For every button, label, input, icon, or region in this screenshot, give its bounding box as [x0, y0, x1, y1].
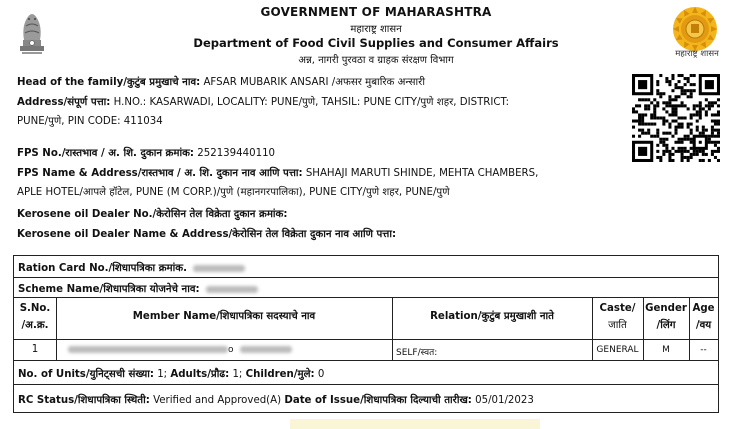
table-divider — [14, 360, 718, 361]
member-name-fragment: o — [228, 345, 234, 355]
column-header-caste-line2: जाति — [608, 320, 627, 331]
government-title: GOVERNMENT OF MAHARASHTRA — [260, 5, 492, 19]
table-row-gender: M — [662, 345, 670, 355]
head-of-family-line — [17, 75, 425, 90]
column-divider — [56, 297, 57, 360]
seal-caption: महाराष्ट्र शासन — [675, 49, 719, 59]
ration-card-table — [13, 255, 719, 413]
redacted-value — [206, 286, 258, 293]
fps-name-line-1 — [17, 166, 538, 181]
column-header-gender-line1: Gender — [645, 303, 687, 314]
column-header-relation: Relation/कुटुंब प्रमुखाशी नाते — [430, 311, 554, 322]
fps-name-label: FPS Name & Address/रास्तभाव / अ. शि. दुकान नाव आणि पत्ता: — [17, 168, 303, 179]
maharashtra-seal-icon — [670, 4, 720, 54]
fps-name-line-2 — [17, 185, 450, 200]
column-header-age-line1: Age — [692, 303, 715, 314]
column-header-sno-line2: /अ.क्र. — [21, 320, 49, 331]
redacted-value — [240, 346, 292, 353]
ration-card-number-field — [18, 260, 245, 274]
redacted-value — [193, 265, 245, 272]
department-title: Department of Food Civil Supplies and Consumer Affairs — [193, 36, 559, 50]
table-divider — [14, 277, 718, 278]
column-header-sno-line1: S.No. — [19, 303, 51, 314]
column-header-caste-line1: Caste/ — [599, 303, 636, 314]
table-row-sno: 1 — [31, 344, 39, 355]
address-value-2: PUNE/पुणे, PIN CODE: 411034 — [17, 116, 163, 127]
bottom-shadow-strip — [290, 419, 540, 429]
head-of-family-value: AFSAR MUBARIK ANSARI /अफसर मुबारिक अन्सारी — [203, 77, 425, 88]
column-header-sno — [14, 303, 56, 331]
table-row-relation: SELF/स्वत: — [396, 348, 438, 358]
fps-name-value-1: SHAHAJI MARUTI SHINDE, MEHTA CHAMBERS, — [305, 168, 539, 179]
kerosene-dealer-number-line — [17, 207, 287, 222]
department-title-marathi: अन्न, नागरी पुरवठा व ग्राहक संरक्षण विभाग — [298, 55, 454, 66]
column-header-gender — [643, 303, 689, 331]
table-divider — [14, 297, 718, 298]
kerosene-dealer-number-label: Kerosene oil Dealer No./केरोसिन तेल विक्रेता दुकान क्रमांक: — [17, 209, 288, 220]
column-header-age — [689, 303, 718, 331]
head-of-family-label: Head of the family/कुटुंब प्रमुखाचे नाव: — [17, 77, 201, 88]
table-row-member-name — [62, 344, 292, 355]
table-divider — [14, 384, 718, 385]
ration-card-number-label: Ration Card No./शिधापत्रिका क्रमांक. — [18, 263, 187, 274]
issue-date-value: 05/01/2023 — [475, 395, 534, 406]
fps-number-value: 252139440110 — [197, 148, 276, 159]
address-line-1 — [17, 95, 509, 110]
children-value: 0 — [317, 369, 325, 380]
rc-status-label: RC Status/शिधापत्रिका स्थिती: — [18, 395, 150, 406]
units-summary — [18, 366, 324, 380]
column-header-caste — [592, 303, 643, 331]
table-divider — [14, 339, 718, 340]
scheme-name-field — [18, 281, 258, 295]
address-label: Address/संपूर्ण पत्ता: — [17, 97, 111, 108]
column-divider — [392, 297, 393, 360]
adults-value: 1; — [232, 369, 243, 380]
address-line-2 — [17, 114, 163, 129]
address-value-1: H.NO.: KASARWADI, LOCALITY: PUNE/पुणे, TAHSIL: PUNE CITY/पुणे शहर, DISTRICT: — [113, 97, 510, 108]
fps-number-label: FPS No./रास्तभाव / अ. शि. दुकान क्रमांक: — [17, 148, 194, 159]
adults-label: Adults/प्रौढ: — [170, 369, 230, 380]
kerosene-dealer-name-label: Kerosene oil Dealer Name & Address/केरोसिन तेल विक्रेता दुकान नाव आणि पत्ता: — [17, 229, 397, 240]
children-label: Children/मुले: — [245, 369, 315, 380]
units-value: 1; — [157, 369, 168, 380]
government-title-marathi: महाराष्ट्र शासन — [350, 24, 402, 35]
table-row-age: -- — [700, 345, 707, 355]
rc-status-summary — [18, 392, 534, 406]
kerosene-dealer-name-line — [17, 227, 396, 242]
document-header — [0, 0, 752, 70]
rc-status-value: Verified and Approved(A) — [153, 395, 282, 406]
column-header-member-name: Member Name/शिधापत्रिका सदस्याचे नाव — [132, 311, 316, 322]
units-label: No. of Units/युनिट्सची संख्या: — [18, 369, 154, 380]
redacted-value — [68, 346, 228, 353]
table-row-caste: GENERAL — [596, 345, 639, 355]
national-emblem-icon — [12, 6, 52, 56]
column-header-gender-line2: /लिंग — [656, 320, 676, 331]
fps-name-value-2: APLE HOTEL/आपले हॉटेल, PUNE (M CORP.)/पुणे (महानगरपालिका), PUNE CITY/पुणे शहर, PUNE/पुणे — [17, 187, 450, 198]
qr-code-icon — [632, 74, 720, 162]
fps-number-line — [17, 146, 275, 161]
column-header-age-line2: /वय — [695, 320, 712, 331]
scheme-name-label: Scheme Name/शिधापत्रिका योजनेचे नाव: — [18, 284, 200, 295]
issue-date-label: Date of Issue/शिधापत्रिका दिल्याची तारीख: — [284, 395, 472, 406]
